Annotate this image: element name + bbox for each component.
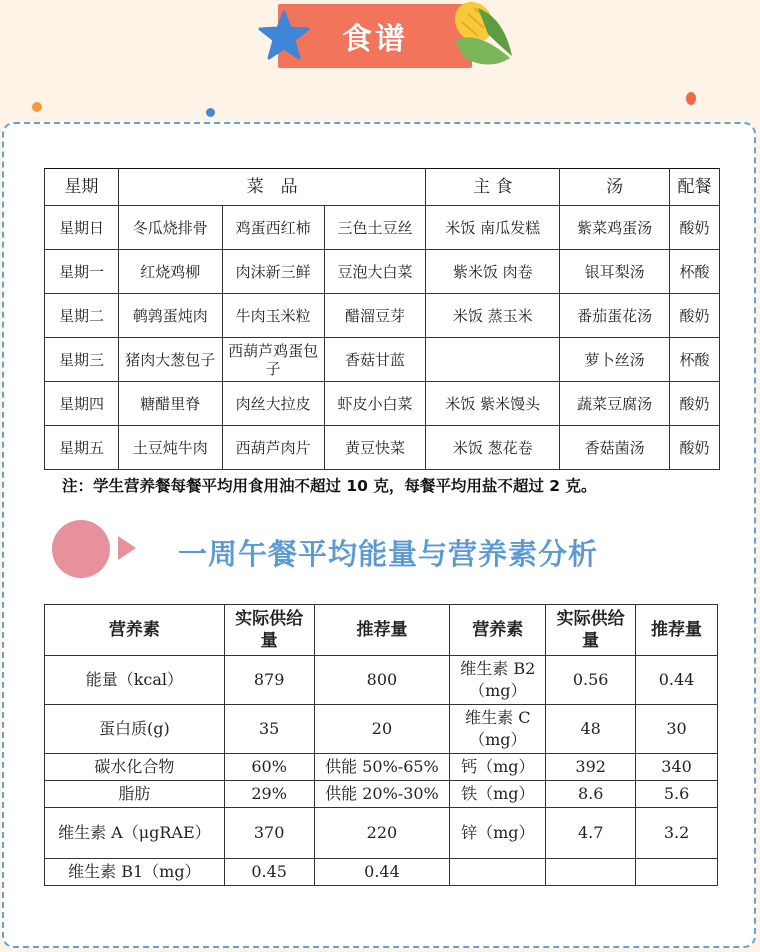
menu-side: 酸奶 (670, 206, 720, 250)
nutrient-actual: 0.56 (546, 656, 636, 705)
nutrition-row (45, 859, 718, 886)
nutrient-actual: 392 (546, 754, 636, 781)
section-title: 一周午餐平均能量与营养素分析 (178, 537, 599, 571)
nutrient-recommended: 800 (314, 656, 450, 705)
nutrient-actual: 35 (224, 705, 314, 754)
corn-icon (448, 0, 518, 72)
menu-soup: 紫菜鸡蛋汤 (560, 206, 670, 250)
weekly-menu-table (44, 168, 720, 470)
menu-soup: 银耳梨汤 (560, 250, 670, 294)
nutrient-name: 碳水化合物 (45, 754, 225, 781)
menu-row (45, 382, 720, 426)
nutrient-recommended: 5.6 (636, 781, 718, 808)
menu-header-side: 配餐 (670, 169, 720, 206)
banner-title: 食谱 (342, 22, 408, 57)
nutrient-recommended: 0.44 (314, 859, 450, 886)
nutrient-name: 蛋白质(g) (45, 705, 225, 754)
nutrient-name (450, 859, 546, 886)
nutrient-recommended: 20 (314, 705, 450, 754)
nutrient-name: 锌（mg） (450, 808, 546, 859)
circle-icon (52, 520, 110, 578)
nutrient-name: 钙（mg） (450, 754, 546, 781)
menu-staple: 米饭 葱花卷 (426, 426, 560, 470)
nutrition-header-nutrient: 营养素 (45, 605, 225, 656)
menu-dish: 三色土豆丝 (324, 206, 426, 250)
menu-note: 注：学生营养餐每餐平均用食用油不超过 10 克，每餐平均用盐不超过 2 克。 (62, 477, 597, 495)
menu-side: 杯酸 (670, 338, 720, 382)
menu-dish: 冬瓜烧排骨 (118, 206, 222, 250)
menu-dish: 鸡蛋西红柿 (222, 206, 324, 250)
menu-day: 星期五 (45, 426, 119, 470)
nutrient-recommended: 340 (636, 754, 718, 781)
nutrient-recommended: 30 (636, 705, 718, 754)
nutrient-actual: 60% (224, 754, 314, 781)
nutrient-name: 维生素 B2（mg） (450, 656, 546, 705)
menu-dish: 香菇甘蓝 (324, 338, 426, 382)
nutrient-actual: 0.45 (224, 859, 314, 886)
menu-row (45, 426, 720, 470)
menu-day: 星期日 (45, 206, 119, 250)
nutrition-header-row (45, 605, 718, 656)
nutrient-name: 维生素 B1（mg） (45, 859, 225, 886)
menu-soup: 番茄蛋花汤 (560, 294, 670, 338)
menu-header-day: 星期 (45, 169, 119, 206)
menu-row (45, 250, 720, 294)
decor-dot (206, 108, 215, 117)
menu-side: 酸奶 (670, 382, 720, 426)
menu-dish: 西葫芦鸡蛋包子 (222, 338, 324, 382)
menu-row (45, 338, 720, 382)
play-triangle-icon (118, 536, 136, 560)
menu-dish: 肉丝大拉皮 (222, 382, 324, 426)
nutrient-recommended: 220 (314, 808, 450, 859)
menu-staple: 紫米饭 肉卷 (426, 250, 560, 294)
menu-staple: 米饭 南瓜发糕 (426, 206, 560, 250)
nutrition-header-recommended: 推荐量 (314, 605, 450, 656)
nutrient-name: 维生素 C（mg） (450, 705, 546, 754)
menu-day: 星期二 (45, 294, 119, 338)
menu-soup: 萝卜丝汤 (560, 338, 670, 382)
decor-dot (32, 102, 42, 112)
nutrition-row (45, 754, 718, 781)
nutrient-actual: 879 (224, 656, 314, 705)
menu-dish: 豆泡大白菜 (324, 250, 426, 294)
nutrient-actual: 48 (546, 705, 636, 754)
decor-dot (686, 92, 696, 105)
menu-dish: 糖醋里脊 (118, 382, 222, 426)
nutrition-row (45, 656, 718, 705)
nutrient-name: 能量（kcal） (45, 656, 225, 705)
menu-staple: 米饭 紫米馒头 (426, 382, 560, 426)
menu-dish: 红烧鸡柳 (118, 250, 222, 294)
nutrition-row (45, 808, 718, 859)
menu-soup: 香菇菌汤 (560, 426, 670, 470)
nutrient-actual: 370 (224, 808, 314, 859)
menu-day: 星期一 (45, 250, 119, 294)
menu-header-staple: 主 食 (426, 169, 560, 206)
menu-dish: 土豆炖牛肉 (118, 426, 222, 470)
nutrient-name: 铁（mg） (450, 781, 546, 808)
menu-side: 酸奶 (670, 426, 720, 470)
nutrition-header-actual: 实际供给量 (546, 605, 636, 656)
nutrient-actual: 8.6 (546, 781, 636, 808)
star-icon (258, 10, 310, 60)
nutrition-header-recommended: 推荐量 (636, 605, 718, 656)
menu-dish: 黄豆快菜 (324, 426, 426, 470)
menu-dish: 西葫芦肉片 (222, 426, 324, 470)
nutrient-actual: 29% (224, 781, 314, 808)
nutrition-header-actual: 实际供给量 (224, 605, 314, 656)
nutrient-recommended: 供能 50%-65% (314, 754, 450, 781)
nutrient-recommended: 供能 20%-30% (314, 781, 450, 808)
menu-day: 星期三 (45, 338, 119, 382)
nutrient-actual (546, 859, 636, 886)
nutrition-row (45, 781, 718, 808)
nutrient-recommended: 0.44 (636, 656, 718, 705)
menu-row (45, 294, 720, 338)
nutrient-recommended: 3.2 (636, 808, 718, 859)
menu-staple (426, 338, 560, 382)
menu-staple: 米饭 蒸玉米 (426, 294, 560, 338)
nutrient-recommended (636, 859, 718, 886)
menu-side: 酸奶 (670, 294, 720, 338)
menu-dish: 醋溜豆芽 (324, 294, 426, 338)
menu-dish: 肉沫新三鲜 (222, 250, 324, 294)
menu-dish: 猪肉大葱包子 (118, 338, 222, 382)
nutrition-header-nutrient: 营养素 (450, 605, 546, 656)
menu-soup: 蔬菜豆腐汤 (560, 382, 670, 426)
menu-side: 杯酸 (670, 250, 720, 294)
nutrition-row (45, 705, 718, 754)
menu-row (45, 206, 720, 250)
menu-dish: 牛肉玉米粒 (222, 294, 324, 338)
nutrient-name: 脂肪 (45, 781, 225, 808)
menu-day: 星期四 (45, 382, 119, 426)
menu-header-soup: 汤 (560, 169, 670, 206)
nutrition-table (44, 604, 718, 886)
menu-dish: 鹌鹑蛋炖肉 (118, 294, 222, 338)
menu-header-dishes: 菜 品 (118, 169, 426, 206)
menu-header-row (45, 169, 720, 206)
nutrient-actual: 4.7 (546, 808, 636, 859)
nutrient-name: 维生素 A（μgRAE） (45, 808, 225, 859)
menu-dish: 虾皮小白菜 (324, 382, 426, 426)
